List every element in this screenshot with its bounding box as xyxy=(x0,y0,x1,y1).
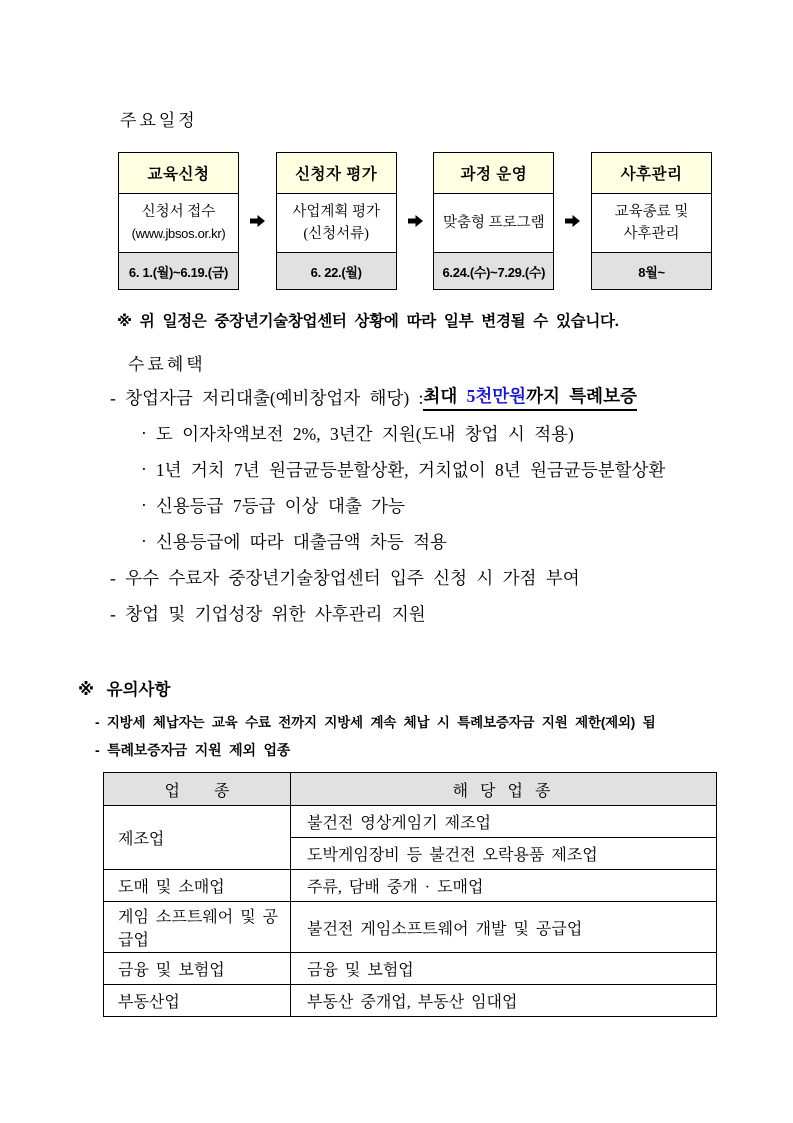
flow-step-date: 8월~ xyxy=(592,252,711,289)
flow-step-body-line1: 교육종료 및 xyxy=(614,204,689,220)
table-header-category: 업 종 xyxy=(104,773,291,806)
table-cell-category: 제조업 xyxy=(104,806,291,870)
table-cell-item: 금융 및 보험업 xyxy=(291,953,717,985)
schedule-flow xyxy=(118,152,712,290)
flow-step-url: (www.jbsos.or.kr) xyxy=(131,226,226,241)
loan-benefit-underline-after: 까지 특례보증 xyxy=(526,386,637,406)
table-cell-item: 도박게임장비 등 불건전 오락용품 제조업 xyxy=(291,838,717,870)
flow-step-follow-up xyxy=(591,152,712,290)
benefit-item xyxy=(110,487,750,523)
flow-step-course-operation xyxy=(433,152,554,290)
flow-step-title: 신청자 평가 xyxy=(277,153,396,194)
benefit-item-text: 1년 거치 7년 원금균등분할상환, 거치없이 8년 원금균등분할상환 xyxy=(155,459,666,480)
benefit-item xyxy=(110,523,750,559)
flow-step-body-line1: 사업계획 평가 xyxy=(292,204,380,220)
flow-arrow-icon xyxy=(408,215,423,227)
flow-arrow-icon xyxy=(250,215,265,227)
table-header-detail: 해 당 업 종 xyxy=(291,773,717,806)
table-cell-category: 부동산업 xyxy=(104,985,291,1017)
dot-bullet-icon: · xyxy=(141,458,147,479)
loan-benefit-underline-before: 최대 xyxy=(423,386,467,406)
schedule-change-note: ※ 위 일정은 중장년기술창업센터 상황에 따라 일부 변경될 수 있습니다. xyxy=(117,313,619,330)
dot-bullet-icon: · xyxy=(141,530,147,551)
loan-benefit-highlight xyxy=(423,383,636,411)
table-cell-category: 도매 및 소매업 xyxy=(104,870,291,902)
flow-arrow xyxy=(239,215,276,227)
table-row xyxy=(104,985,717,1017)
table-row xyxy=(104,870,717,902)
flow-arrow-icon xyxy=(565,215,580,227)
benefit-item-text: 도 이자차액보전 2%, 3년간 지원(도내 창업 시 적용) xyxy=(155,423,574,444)
benefit-dash-item: - 우수 수료자 중장년기술창업센터 입주 신청 시 가점 부여 xyxy=(110,567,580,588)
flow-step-title: 사후관리 xyxy=(592,153,711,194)
notes-line-tax: - 지방세 체납자는 교육 수료 전까지 지방세 계속 체납 시 특례보증자금 지원 제한(제외) 됨 xyxy=(95,715,656,730)
flow-arrow xyxy=(554,215,591,227)
benefit-item xyxy=(110,451,750,487)
flow-step-body xyxy=(592,194,711,252)
table-cell-item: 주류, 담배 중개 · 도매업 xyxy=(291,870,717,902)
flow-step-body-line2: 사후관리 xyxy=(623,226,680,242)
section-title-schedule: 주요일정 xyxy=(120,111,198,130)
flow-step-body-line1: 신청서 접수 xyxy=(141,204,216,220)
benefit-item xyxy=(110,415,750,451)
flow-step-body xyxy=(119,194,238,252)
flow-step-date: 6. 1.(월)~6.19.(금) xyxy=(119,252,238,289)
dot-bullet-icon: · xyxy=(141,494,147,515)
table-header-row xyxy=(104,773,717,806)
loan-benefit-line xyxy=(110,379,750,415)
table-cell-category: 금융 및 보험업 xyxy=(104,953,291,985)
table-cell-item: 불건전 영상게임기 제조업 xyxy=(291,806,717,838)
table-cell-category: 게임 소프트웨어 및 공급업 xyxy=(104,902,291,953)
dot-bullet-icon: · xyxy=(141,422,147,443)
table-row xyxy=(104,953,717,985)
benefit-item-text: 신용등급 7등급 이상 대출 가능 xyxy=(155,495,405,516)
table-row xyxy=(104,806,717,838)
table-row xyxy=(104,902,717,953)
flow-arrow xyxy=(397,215,434,227)
notes-section-title: ※ 유의사항 xyxy=(78,681,171,699)
flow-step-body xyxy=(434,194,553,252)
flow-step-title: 교육신청 xyxy=(119,153,238,194)
flow-step-body xyxy=(277,194,396,252)
flow-step-date: 6.24.(수)~7.29.(수) xyxy=(434,252,553,289)
flow-step-title: 과정 운영 xyxy=(434,153,553,194)
flow-step-applicant-eval xyxy=(276,152,397,290)
table-cell-item: 부동산 중개업, 부동산 임대업 xyxy=(291,985,717,1017)
flow-step-body-line2: (신청서류) xyxy=(303,226,370,242)
loan-amount-blue: 5천만원 xyxy=(466,386,527,406)
loan-benefit-prefix: - 창업자금 저리대출(예비창업자 해당) : xyxy=(110,387,424,408)
benefits-list xyxy=(110,379,750,631)
section-title-benefits: 수료혜택 xyxy=(128,355,206,374)
excluded-industries-table xyxy=(103,772,717,1017)
notes-line-excluded: - 특례보증자금 지원 제외 업종 xyxy=(95,742,291,758)
flow-step-body-line1: 맞춤형 프로그램 xyxy=(443,215,545,231)
flow-step-date: 6. 22.(월) xyxy=(277,252,396,289)
benefit-dash-item: - 창업 및 기업성장 위한 사후관리 지원 xyxy=(110,603,426,624)
benefit-item-text: 신용등급에 따라 대출금액 차등 적용 xyxy=(155,531,447,552)
table-cell-item: 불건전 게임소프트웨어 개발 및 공급업 xyxy=(291,902,717,953)
flow-step-education-apply xyxy=(118,152,239,290)
